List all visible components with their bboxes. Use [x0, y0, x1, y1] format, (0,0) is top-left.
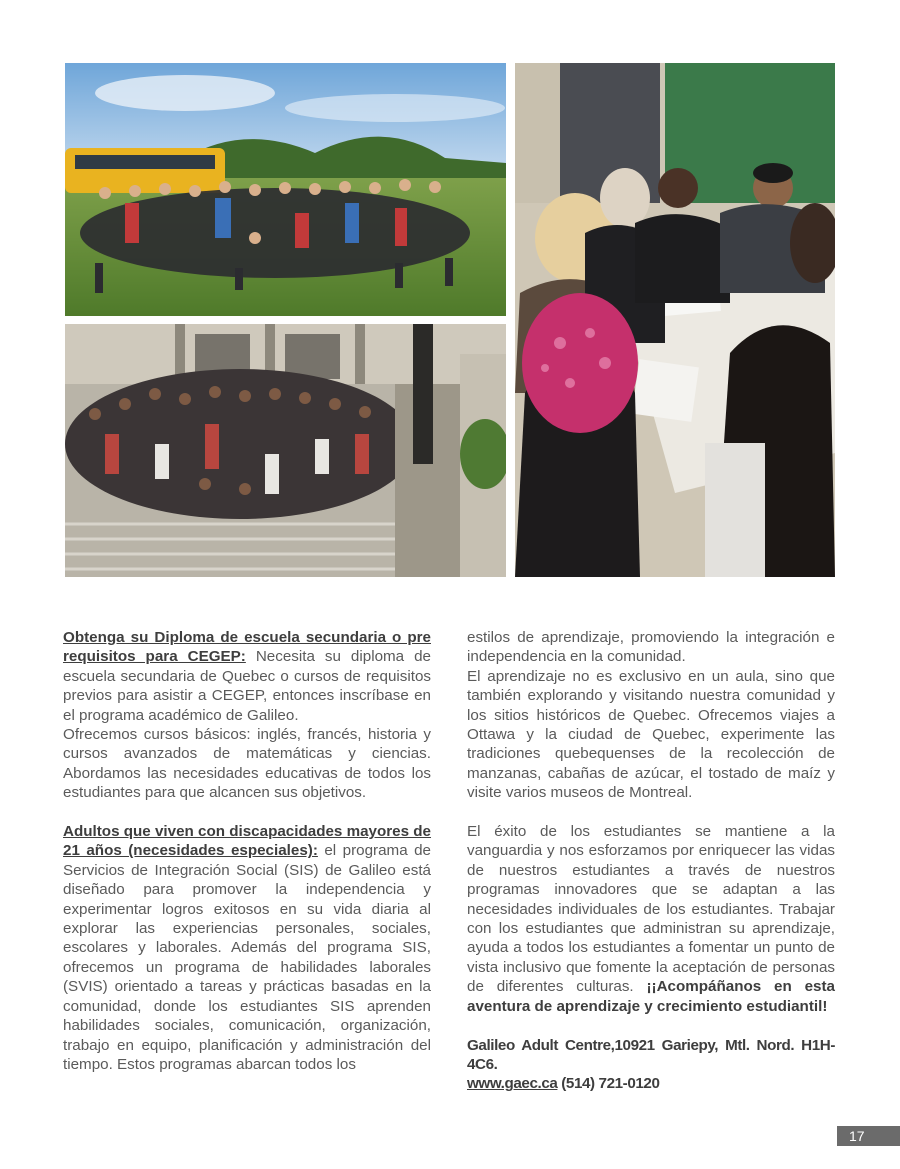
learning-styles-paragraph: estilos de aprendizaje, promoviendo la integración e independencia en la comunidad. — [467, 629, 835, 666]
group-photo-field — [65, 63, 506, 316]
diploma-paragraph — [63, 628, 431, 725]
group-photo-stairs — [65, 324, 506, 577]
special-needs-text: el programa de Servicios de Integración Social (SIS) de Galileo está diseñado para promover la independencia y experimentar logros exitosos en su vida diaria al explorar las experiencias personales, sociales, escolares y laborales. Además del programa SIS, ofrecemos un programa de habilidades laborales (SVIS) orientado a tareas y prácticas basadas en la comunidad, donde los estudiantes SIS aprenden habilidades sociales, comunicación, organización, trabajo en equipo, planificación y administración del tiempo. Estos programas abarcan todos los — [63, 842, 431, 1073]
diploma-text: Necesita su diploma de escuela secundaria de Quebec o cursos de requisitos previos para asistir a CEGEP, entonces inscríbase en el programa académico de Galileo. — [63, 648, 431, 724]
phone-number: (514) 721-0120 — [557, 1075, 660, 1093]
call-to-action: ¡¡Acompáñanos en esta aventura de aprendizaje y crecimiento estudiantil! — [467, 978, 835, 1015]
success-text: El éxito de los estudiantes se mantiene a la vanguardia y nos esforzamos por enriquecer las vidas de nuestros estudiantes a través de nuestros programas innovadores que se adaptan a las necesidades individuales de los estudiantes. Trabajar con los estudiantes que administran su aprendizaje, ayuda a todos los estudiantes a fomentar un punto de vista inclusivo que fomente la aceptación de personas de diferentes culturas. — [467, 823, 835, 996]
page-number: 17 — [837, 1126, 900, 1146]
special-needs-paragraph — [63, 822, 431, 1074]
courses-paragraph: Ofrecemos cursos básicos: inglés, francés, historia y cursos avanzados de matemáticas y ciencias. Abordamos las necesidades educativas de todos los estudiantes para que alcancen sus objetivos. — [63, 726, 431, 802]
success-paragraph — [467, 822, 835, 1016]
special-needs-heading: Adultos que viven con discapacidades mayores de 21 años (necesidades especiales): — [63, 823, 432, 860]
contact-block — [467, 1036, 835, 1094]
right-text-column — [467, 628, 835, 1094]
diploma-heading: Obtenga su Diploma de escuela secundaria o pre requisitos para CEGEP: — [63, 629, 431, 666]
address-text: Galileo Adult Centre,10921 Gariepy, Mtl. Nord. H1H-4C6. — [467, 1036, 835, 1073]
outings-paragraph: El aprendizaje no es exclusivo en un aula, sino que también explorando y visitando nuestra comunidad y los sitios históricos de Quebec. Ofrecemos viajes a Ottawa y la ciudad de Quebec, experimente las tradiciones quebequenses de la recolección de manzanas, cabañas de azúcar, el tostado de maíz y visite varios museos de Montreal. — [467, 667, 835, 802]
left-text-column — [63, 628, 431, 1074]
website-link[interactable]: www.gaec.ca — [467, 1075, 558, 1093]
classroom-photo — [515, 63, 835, 577]
